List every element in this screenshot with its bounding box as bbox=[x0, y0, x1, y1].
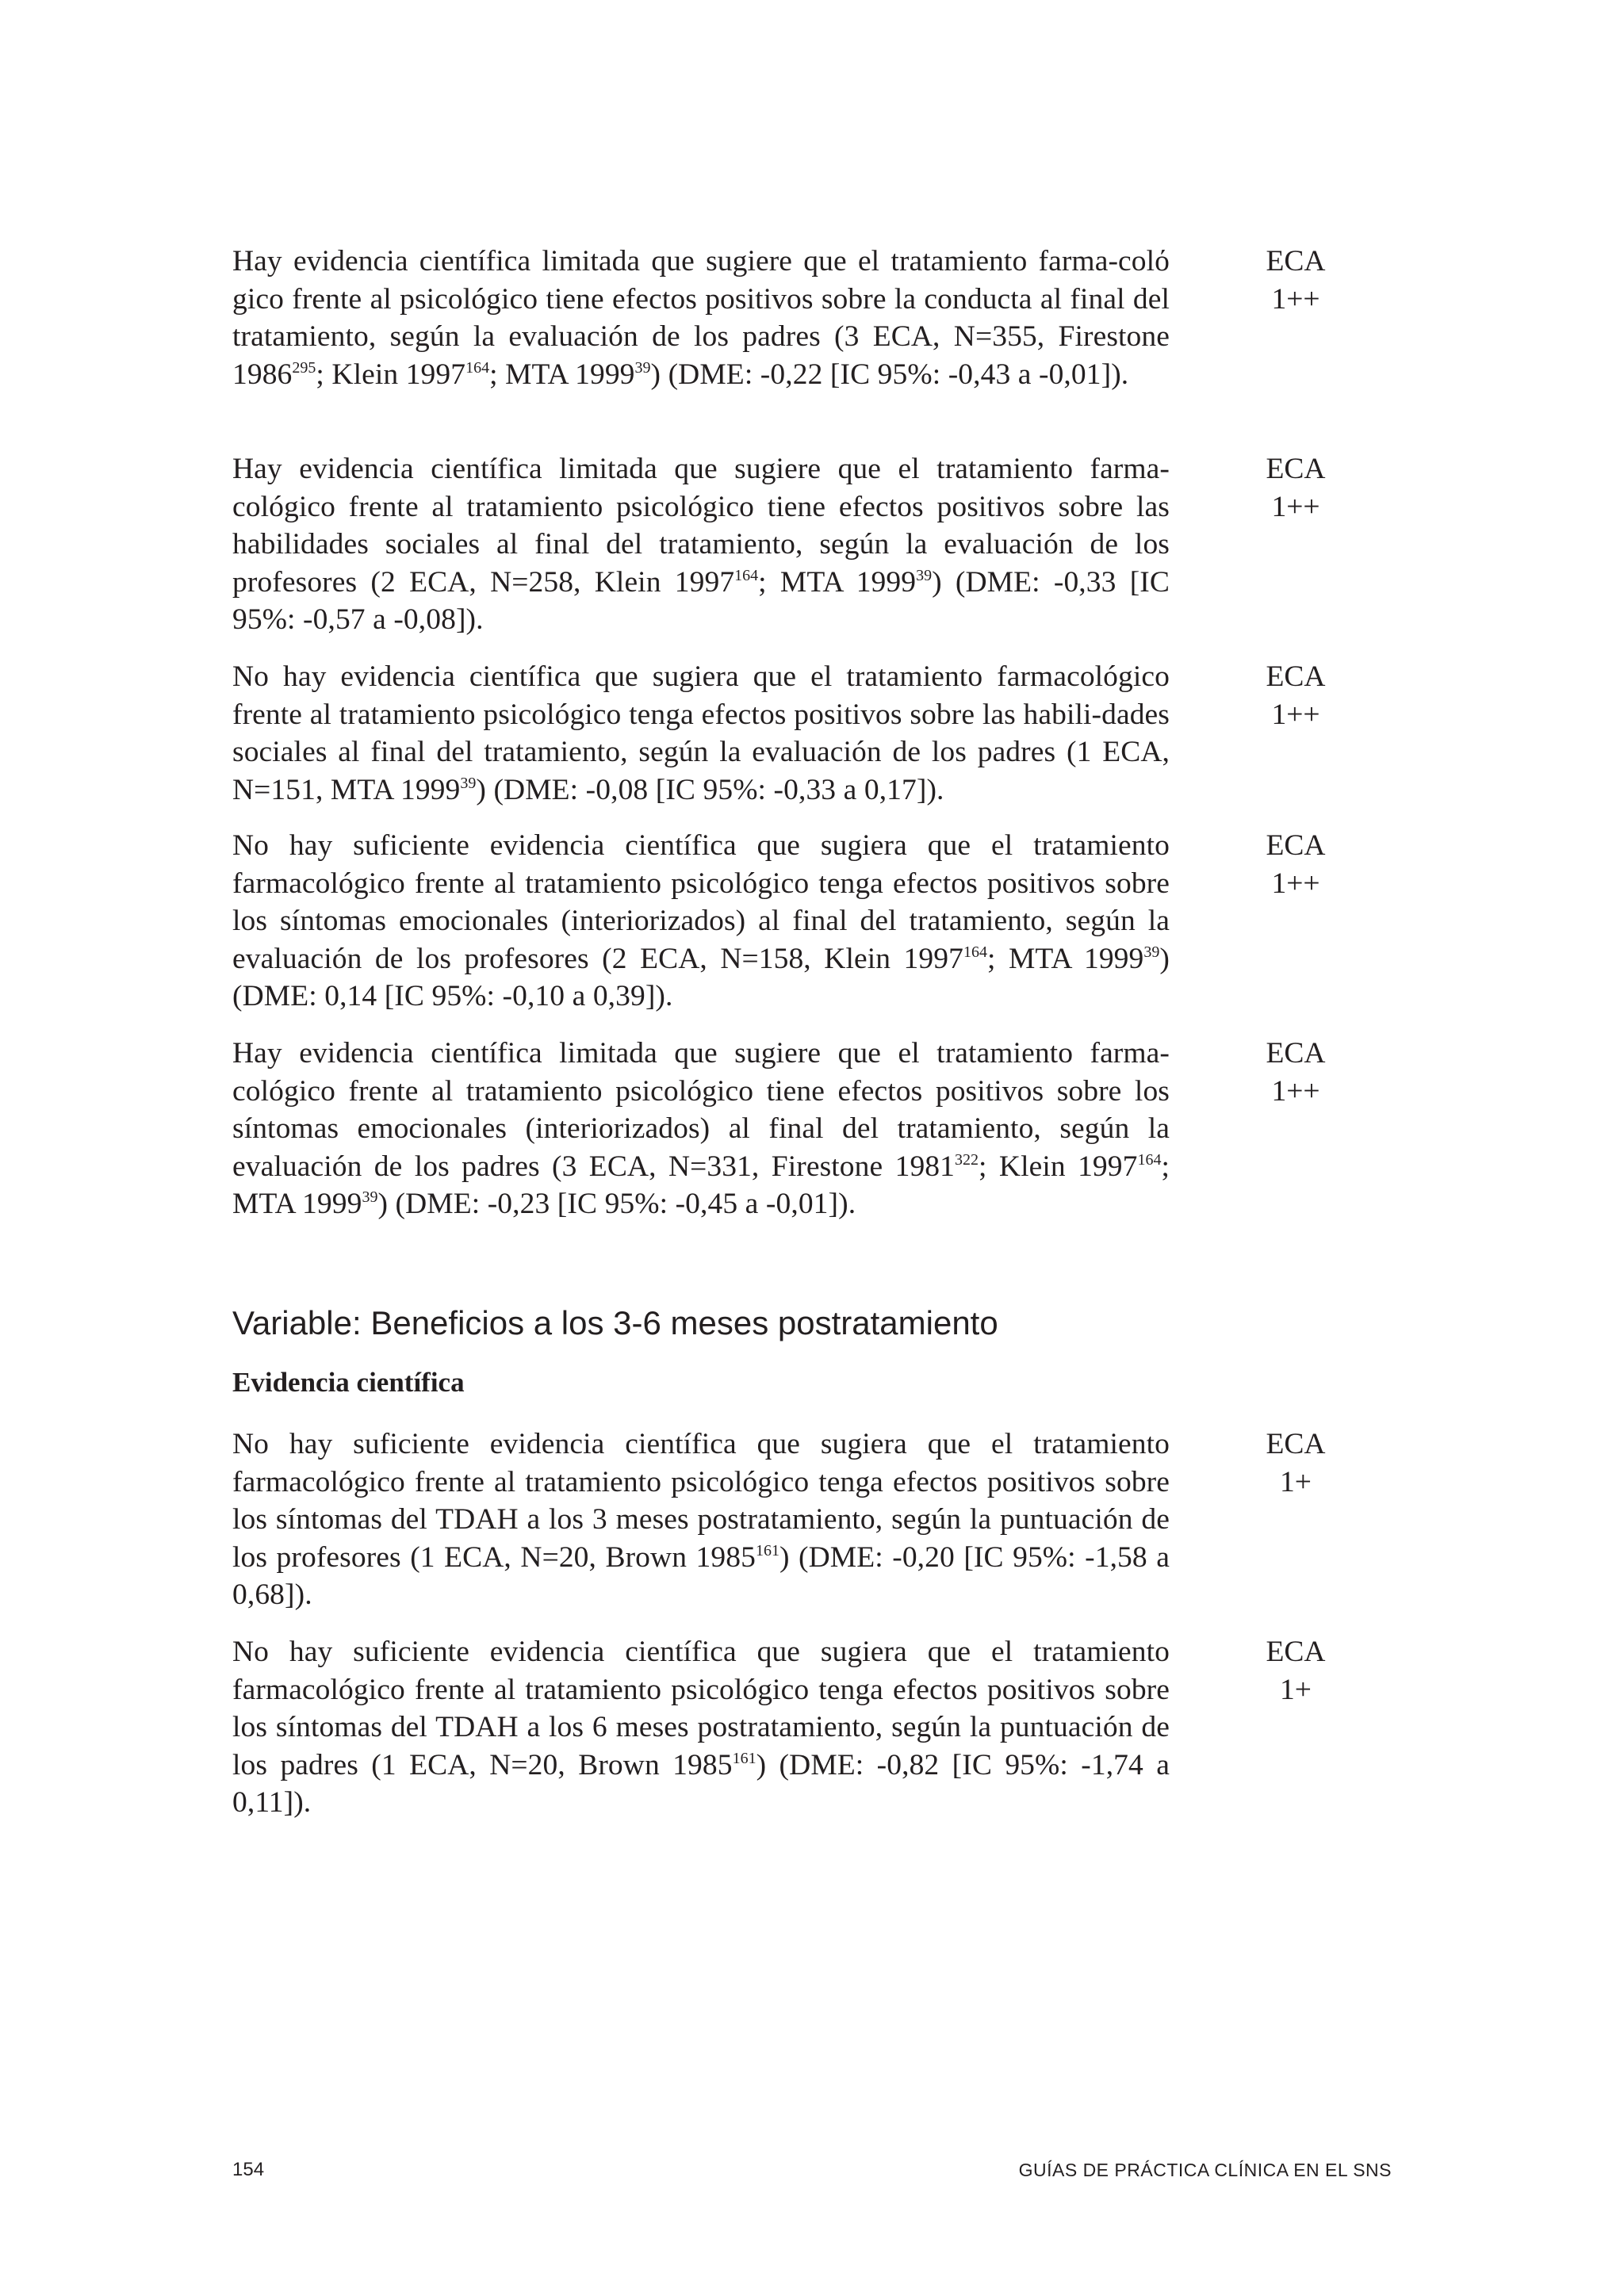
evidence-level-box bbox=[1170, 1035, 1422, 1110]
evidence-level: 1++ bbox=[1271, 282, 1320, 316]
evidence-level-box bbox=[1170, 658, 1422, 733]
evidence-level: 1++ bbox=[1271, 1074, 1320, 1108]
evidence-type: ECA bbox=[1266, 1428, 1326, 1460]
running-footer: GUÍAS DE PRÁCTICA CLÍNICA EN EL SNS bbox=[1018, 2160, 1392, 2180]
statement-text: Hay evidencia científica limitada que sugiere que el tratamiento farma-colό gico frente al psicológico tiene efectos positivos sobre la conducta al final del tratamiento, según la evaluación de los padres (3 ECA, N=355, Firestone 1986$^{295}$; Klein 1997$^{164}$; MTA 1999$^{39}$) (DME: -0,22 [IC 95%: -0,43 a -0,01]). bbox=[232, 245, 1170, 391]
evidence-level: 1+ bbox=[1280, 1465, 1312, 1498]
citation-reference: 39 bbox=[460, 774, 477, 792]
statement-text: No hay evidencia científica que sugiera que el tratamiento farmacológico frente al tratamiento psicológico tenga efectos positivos sobre las habili-dades sociales al final del tratamiento, según la evaluación de los padres (1 ECA, N=151, MTA 1999$^{39}$) (DME: -0,08 [IC 95%: -0,33 a 0,17]). bbox=[232, 660, 1170, 806]
evidence-level-box bbox=[1170, 243, 1422, 318]
evidence-type: ECA bbox=[1266, 453, 1326, 485]
evidence-type: ECA bbox=[1266, 829, 1326, 862]
statement-text: No hay suficiente evidencia científica que sugiera que el tratamiento farmacológico frente al tratamiento psicológico tenga efectos positivos sobre los síntomas emocionales (interiorizados) al final del tratamiento, según la evaluación de los profesores (2 ECA, N=158, Klein 1997$^{164}$; MTA 1999$^{39}$) (DME: 0,14 [IC 95%: -0,10 a 0,39]). bbox=[232, 829, 1170, 1012]
citation-reference: 161 bbox=[755, 1541, 779, 1559]
citation-reference: 322 bbox=[955, 1150, 979, 1169]
evidence-level-box bbox=[1170, 1633, 1422, 1709]
statement-text: Hay evidencia científica limitada que sugiere que el tratamiento farma-cológico frente al tratamiento psicológico tiene efectos positivos sobre las habilidades sociales al final del tratamiento, según la evaluación de los profesores (2 ECA, N=258, Klein 1997$^{164}$; MTA 1999$^{39}$) (DME: -0,33 [IC 95%: -0,57 a -0,08]). bbox=[232, 453, 1170, 636]
section-subheading: Evidencia científica bbox=[232, 1367, 465, 1398]
evidence-level-box bbox=[1170, 827, 1422, 902]
citation-reference: 164 bbox=[963, 943, 987, 961]
evidence-level: 1+ bbox=[1280, 1673, 1312, 1706]
citation-reference: 39 bbox=[1143, 943, 1160, 961]
evidence-type: ECA bbox=[1266, 245, 1326, 277]
evidence-level-box bbox=[1170, 1425, 1422, 1501]
citation-reference: 161 bbox=[732, 1749, 756, 1767]
evidence-type: ECA bbox=[1266, 1636, 1326, 1668]
citation-reference: 295 bbox=[292, 358, 316, 377]
statement-text: No hay suficiente evidencia científica que sugiera que el tratamiento farmacológico frente al tratamiento psicológico tenga efectos positivos sobre los síntomas del TDAH a los 3 meses postratamiento, según la puntuación de los profesores (1 ECA, N=20, Brown 1985$^{161}$) (DME: -0,20 [IC 95%: -1,58 a 0,68]). bbox=[232, 1428, 1170, 1611]
citation-reference: 164 bbox=[734, 566, 759, 584]
citation-reference: 39 bbox=[634, 358, 651, 377]
citation-reference: 39 bbox=[362, 1188, 378, 1206]
statement-text: No hay suficiente evidencia científica que sugiera que el tratamiento farmacológico frente al tratamiento psicológico tenga efectos positivos sobre los síntomas del TDAH a los 6 meses postratamiento, según la puntuación de los padres (1 ECA, N=20, Brown 1985$^{161}$) (DME: -0,82 [IC 95%: -1,74 a 0,11]). bbox=[232, 1636, 1170, 1819]
evidence-level-box bbox=[1170, 450, 1422, 526]
evidence-level: 1++ bbox=[1271, 490, 1320, 523]
evidence-type: ECA bbox=[1266, 1037, 1326, 1070]
evidence-level: 1++ bbox=[1271, 867, 1320, 900]
section-heading: Variable: Beneficios a los 3-6 meses postratamiento bbox=[232, 1304, 998, 1341]
citation-reference: 164 bbox=[1137, 1150, 1162, 1169]
citation-reference: 164 bbox=[465, 358, 490, 377]
evidence-level: 1++ bbox=[1271, 698, 1320, 731]
evidence-type: ECA bbox=[1266, 660, 1326, 693]
statement-text: Hay evidencia científica limitada que sugiere que el tratamiento farma-cológico frente al tratamiento psicológico tiene efectos positivos sobre los síntomas emocionales (interiorizados) al final del tratamiento, según la evaluación de los padres (3 ECA, N=331, Firestone 1981$^{322}$; Klein 1997$^{164}$; MTA 1999$^{39}$) (DME: -0,23 [IC 95%: -0,45 a -0,01]). bbox=[232, 1037, 1170, 1220]
page-number: 154 bbox=[232, 2159, 265, 2180]
citation-reference: 39 bbox=[916, 566, 933, 584]
